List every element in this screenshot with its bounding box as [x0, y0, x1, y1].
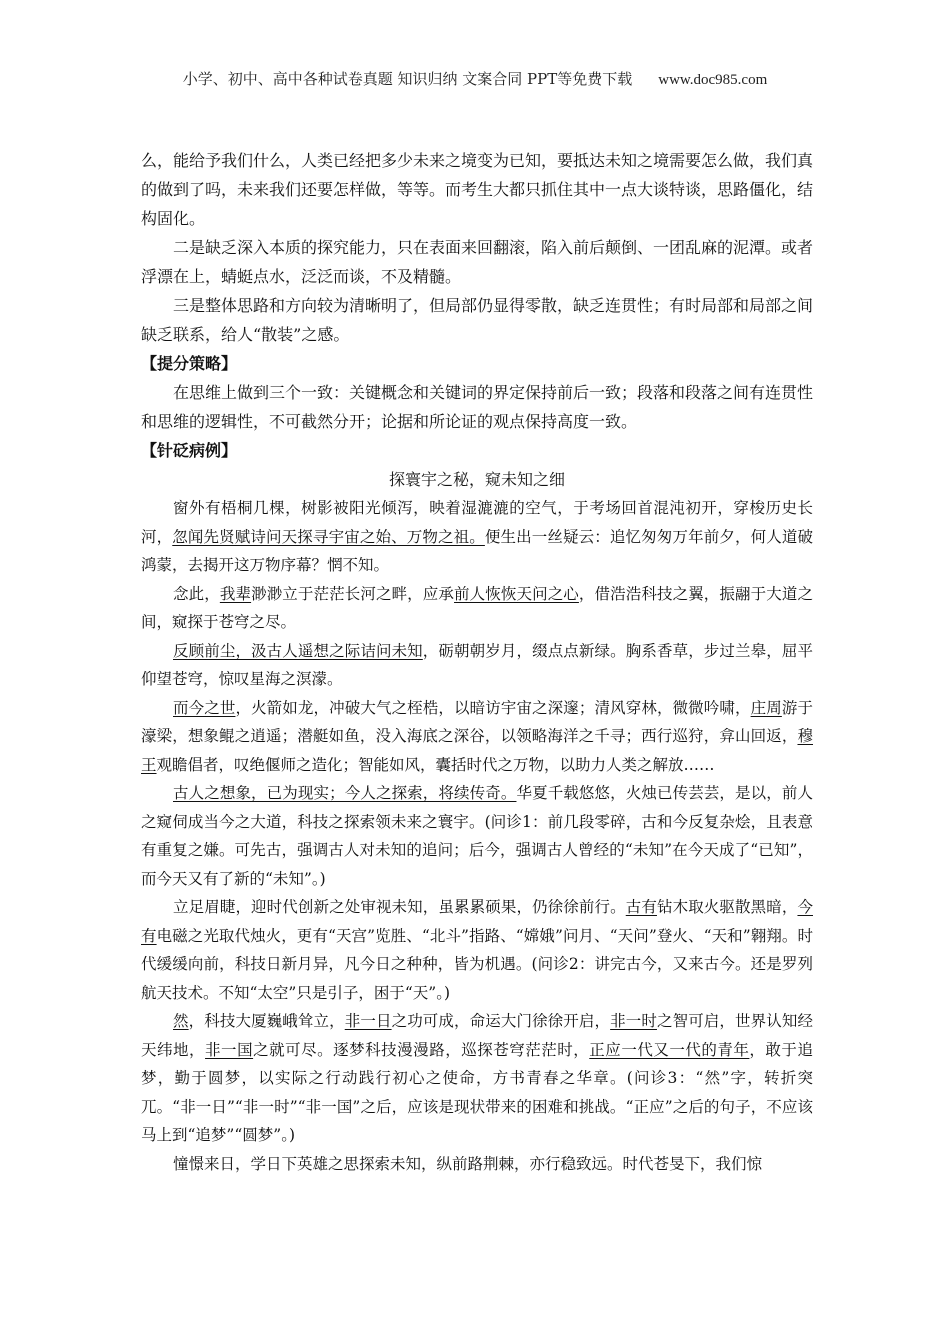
case-heading: 【针砭病例】 [141, 441, 238, 460]
essay-paragraph-6: 立足眉睫，迎时代创新之处审视未知，虽累累硕果，仍徐徐前行。古有钻木取火驱散黑暗，今有电磁之光取代烛火，更有“天宫”览胜、“北斗”指路、“嫦娥”问月、“天问”登火、“天和”翱翔。时代缓缓向前，科技日新月异，凡今日之种种，皆为机遇。(问诊2：讲完古今，又来古今。还是罗列航天技术。不知“太空”只是引子，困于“天”。) [141, 898, 813, 1002]
strategy-heading: 【提分策略】 [141, 354, 238, 373]
document-body [141, 146, 813, 1178]
underlined-phrase: 正应一代又一代的青年 [589, 1040, 750, 1059]
essay-title: 探寰宇之秘，窥未知之细 [388, 470, 565, 489]
essay-paragraph-5: 古人之想象，已为现实；今人之探索，将续传奇。华夏千载悠悠，火烛已传芸芸，是以，前人之窥伺成当今之大道，科技之探索领未来之寰宇。(问诊1：前几段零碎，古和今反复杂烩，且表意有重复之嫌。可先古，强调古人对未知的追问；后今，强调古人曾经的“未知”在今天成了“已知”，而今天又有了新的“未知”。) [141, 784, 813, 888]
essay-paragraph-8: 憧憬来日，学日下英雄之思探索未知，纵前路荆棘，亦行稳致远。时代苍旻下，我们惊 [173, 1154, 763, 1173]
underlined-phrase: 穆王 [141, 727, 813, 774]
header-url[interactable]: www.doc985.com [658, 72, 768, 88]
essay-paragraph-3: 反顾前尘，汲古人遥想之际诘问未知，砺朝朝岁月，缀点点新绿。胸系香草，步过兰皋，屈平仰望苍穹，惊叹星海之溟濛。 [141, 641, 813, 688]
underlined-phrase: 非一国 [205, 1040, 254, 1059]
underlined-phrase: 前人恢恢天问之心 [454, 584, 579, 603]
essay-paragraph-7: 然，科技大厦巍峨耸立，非一日之功可成，命运大门徐徐开启，非一时之智可启，世界认知经天纬地，非一国之就可尽。逐梦科技漫漫路，巡探苍穹茫茫时，正应一代又一代的青年，敢于追梦，勤于圆梦，以实际之行动践行初心之使命，方书青春之华章。(问诊3：“然”字，转折突兀。“非一日”“非一时”“非一国”之后，应该是现状带来的困难和挑战。“正应”之后的句子，不应该马上到“追梦”“圆梦”。) [141, 1012, 813, 1144]
page-header [0, 68, 950, 89]
essay-paragraph-1: 窗外有梧桐几棵，树影被阳光倾泻，映着湿漉漉的空气，于考场回首混沌初开，穿梭历史长河，忽闻先贤赋诗问天探寻宇宙之始、万物之祖。便生出一丝疑云：追忆匆匆万年前夕，何人道破鸿蒙，去揭开这万物序幕？惘不知。 [141, 499, 813, 574]
intro-paragraph-2: 二是缺乏深入本质的探究能力，只在表面来回翻滚，陷入前后颠倒、一团乱麻的泥潭。或者浮漂在上，蜻蜓点水，泛泛而谈，不及精髓。 [141, 238, 814, 286]
essay-paragraph-2: 念此，我辈渺渺立于茫茫长河之畔，应承前人恢恢天问之心，借浩浩科技之翼，振翮于大道之间，窥探于苍穹之尽。 [141, 584, 813, 631]
underlined-phrase: 反顾前尘，汲古人遥想之际诘问未知 [173, 641, 423, 660]
underlined-phrase: 我辈 [219, 584, 252, 603]
underlined-phrase: 而今之世 [173, 698, 236, 717]
header-text: 小学、初中、高中各种试卷真题 知识归纳 文案合同 PPT等免费下载 [182, 70, 633, 88]
intro-paragraph-3: 三是整体思路和方向较为清晰明了，但局部仍显得零散，缺乏连贯性；有时局部和局部之间缺乏联系，给人“散装”之感。 [141, 296, 814, 344]
essay [141, 494, 813, 1178]
underlined-phrase: 今有 [141, 898, 813, 945]
strategy-paragraph: 在思维上做到三个一致：关键概念和关键词的界定保持前后一致；段落和段落之间有连贯性和思维的逻辑性，不可截然分开；论据和所论证的观点保持高度一致。 [141, 383, 814, 431]
underlined-phrase: 古人之想象，已为现实；今人之探索，将续传奇。 [173, 784, 517, 802]
underlined-phrase: 庄周 [750, 698, 782, 717]
underlined-phrase: 非一日 [344, 1012, 392, 1030]
underlined-phrase: 非一时 [610, 1012, 657, 1030]
underlined-phrase: 古有 [625, 898, 657, 916]
intro-paragraph-1: 么，能给予我们什么，人类已经把多少未来之境变为已知，要抵达未知之境需要怎么做，我们真的做到了吗，未来我们还要怎样做，等等。而考生大都只抓住其中一点大谈特谈，思路僵化，结构固化。 [141, 151, 814, 228]
underlined-phrase: 然 [173, 1012, 189, 1030]
underlined-phrase: 忽闻先贤赋诗问天探寻宇宙之始、万物之祖。 [172, 527, 485, 546]
essay-paragraph-4: 而今之世，火箭如龙，冲破大气之桎梏，以暗访宇宙之深邃；清风穿林，微微吟啸，庄周游于濠梁，想象鲲之逍遥；潜艇如鱼，没入海底之深谷，以领略海洋之千寻；西行巡狩，弇山回返，穆王观瞻倡者，叹绝偃师之造化；智能如风，囊括时代之万物，以助力人类之解放…… [141, 698, 813, 774]
